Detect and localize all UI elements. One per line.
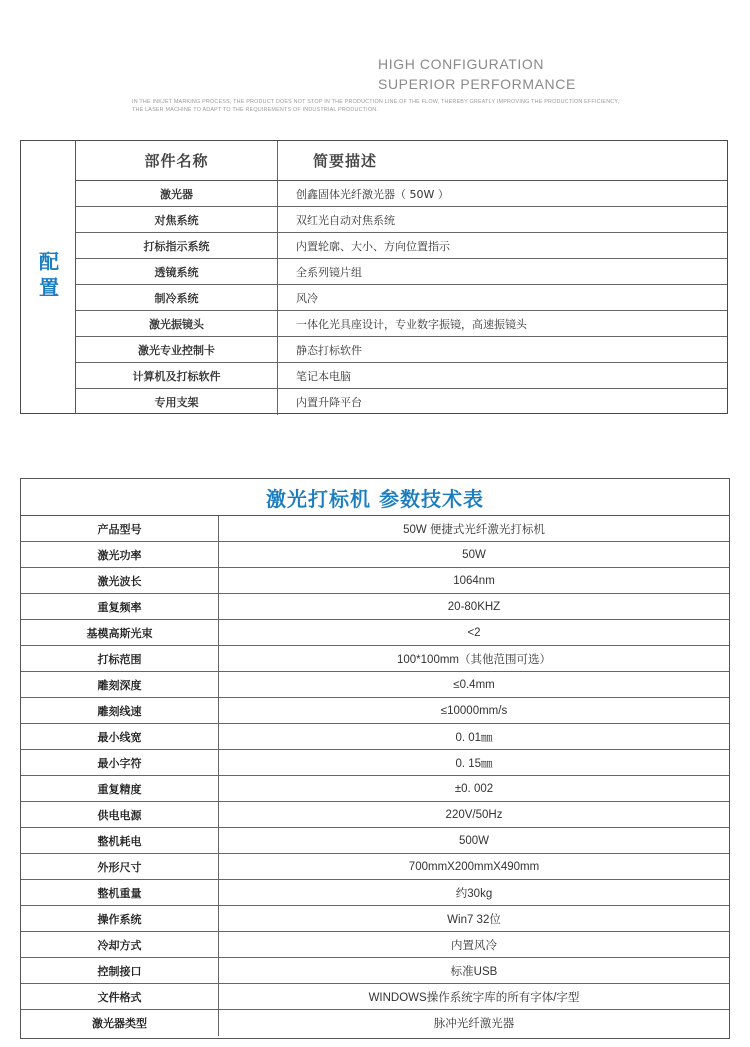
parameter-name-cell: 激光功率 xyxy=(21,542,219,567)
table-row xyxy=(21,776,729,802)
parameter-name-cell: 重复精度 xyxy=(21,776,219,801)
part-name-cell: 激光振镜头 xyxy=(76,311,278,336)
part-description-cell: 一体化光具座设计，专业数字振镜，高速振镜头 xyxy=(296,317,527,331)
configuration-side-label xyxy=(21,141,76,413)
table-row xyxy=(21,828,729,854)
parameter-value-cell: 220V/50Hz xyxy=(445,808,503,821)
configuration-header-row xyxy=(76,141,727,181)
parameter-value-cell: Win7 32位 xyxy=(447,913,501,926)
header-description: 简要描述 xyxy=(313,152,378,170)
parameter-name-cell: 激光波长 xyxy=(21,568,219,593)
parameter-value-cell: 700mmX200mmX490mm xyxy=(408,860,540,873)
parameter-name-cell: 供电电源 xyxy=(21,802,219,827)
table-row xyxy=(21,854,729,880)
header-part-name: 部件名称 xyxy=(76,141,278,180)
parameter-value-cell: 脉冲光纤激光器 xyxy=(433,1018,515,1030)
table-row xyxy=(21,516,729,542)
table-row xyxy=(21,984,729,1010)
table-row xyxy=(21,750,729,776)
parameter-value-cell: ≤0.4mm xyxy=(453,678,495,691)
table-row xyxy=(76,285,727,311)
parameter-value-cell: 0. 15㎜ xyxy=(455,757,493,770)
parameter-name-cell: 基模高斯光束 xyxy=(21,620,219,645)
parameter-value-cell: 内置风冷 xyxy=(451,939,497,952)
parameter-value-cell: 50W xyxy=(462,548,486,561)
parameter-name-cell: 冷却方式 xyxy=(21,932,219,957)
table-row xyxy=(21,1010,729,1036)
parameter-name-cell: 整机耗电 xyxy=(21,828,219,853)
parameter-value-cell: 1064nm xyxy=(453,574,495,587)
part-description-cell: 双红光自动对焦系统 xyxy=(296,213,395,227)
parameter-name-cell: 激光器类型 xyxy=(21,1010,219,1036)
part-description-cell: 内置升降平台 xyxy=(296,396,362,409)
parameter-name-cell: 整机重量 xyxy=(21,880,219,905)
table-row xyxy=(21,880,729,906)
table-row xyxy=(21,646,729,672)
part-description-cell: 风冷 xyxy=(296,291,318,305)
parameter-name-cell: 操作系统 xyxy=(21,906,219,931)
part-name-cell: 对焦系统 xyxy=(76,207,278,232)
table-row xyxy=(21,724,729,750)
table-row xyxy=(21,568,729,594)
table-row xyxy=(76,259,727,285)
part-name-cell: 激光器 xyxy=(76,181,278,206)
parameter-name-cell: 雕刻深度 xyxy=(21,672,219,697)
parameter-value-cell: 20-80KHZ xyxy=(447,600,501,613)
part-name-cell: 激光专业控制卡 xyxy=(76,337,278,362)
table-row xyxy=(21,594,729,620)
part-description-cell: 创鑫固体光纤激光器（ 50W ） xyxy=(296,187,449,201)
part-description-cell: 全系列镜片组 xyxy=(296,265,362,279)
parameter-value-cell: <2 xyxy=(467,626,481,639)
parameter-value-cell: 标准USB xyxy=(450,965,498,978)
parameter-value-cell: WINDOWS操作系统字库的所有字体/字型 xyxy=(368,991,580,1004)
table-row xyxy=(21,802,729,828)
part-name-cell: 透镜系统 xyxy=(76,259,278,284)
parameter-table xyxy=(20,478,730,1039)
parameter-value-cell: ≤10000mm/s xyxy=(440,704,508,717)
table-row xyxy=(21,620,729,646)
part-name-cell: 计算机及打标软件 xyxy=(76,363,278,388)
table-row xyxy=(21,906,729,932)
part-description-cell: 笔记本电脑 xyxy=(296,369,351,383)
part-name-cell: 打标指示系统 xyxy=(76,233,278,258)
hero-headline-1: HIGH CONFIGURATION xyxy=(378,56,545,72)
hero-headline-2: SUPERIOR PERFORMANCE xyxy=(378,76,576,92)
hero-caption-2: THE LASER MACHINE TO ADAPT TO THE REQUIREMENTS OF INDUSTRIAL PRODUCTION. xyxy=(132,107,379,113)
parameter-name-cell: 打标范围 xyxy=(21,646,219,671)
table-row xyxy=(21,542,729,568)
side-label-text: 配置 xyxy=(35,251,60,303)
configuration-table xyxy=(20,140,728,414)
parameter-value-cell: 50W 便捷式光纤激光打标机 xyxy=(403,523,545,536)
parameter-name-cell: 最小线宽 xyxy=(21,724,219,749)
part-name-cell: 制冷系统 xyxy=(76,285,278,310)
table-row xyxy=(76,207,727,233)
table-row xyxy=(76,233,727,259)
part-description-cell: 静态打标软件 xyxy=(296,343,362,357)
table-row xyxy=(76,389,727,415)
parameter-value-cell: 约30kg xyxy=(455,887,493,900)
configuration-rows xyxy=(76,141,727,415)
hero-section xyxy=(0,0,750,130)
parameter-name-cell: 雕刻线速 xyxy=(21,698,219,723)
parameter-name-cell: 产品型号 xyxy=(21,516,219,541)
parameter-value-cell: ±0. 002 xyxy=(454,782,494,795)
parameter-value-cell: 500W xyxy=(458,834,490,847)
parameter-name-cell: 外形尺寸 xyxy=(21,854,219,879)
part-name-cell: 专用支架 xyxy=(76,389,278,415)
table-row xyxy=(76,181,727,207)
table-row xyxy=(21,932,729,958)
table-row xyxy=(21,698,729,724)
table-row xyxy=(76,363,727,389)
table-row xyxy=(76,311,727,337)
parameter-name-cell: 控制接口 xyxy=(21,958,219,983)
part-description-cell: 内置轮廓、大小、方向位置指示 xyxy=(296,239,450,253)
table-row xyxy=(76,337,727,363)
parameter-name-cell: 文件格式 xyxy=(21,984,219,1009)
parameter-name-cell: 最小字符 xyxy=(21,750,219,775)
hero-caption-1: IN THE INKJET MARKING PROCESS, THE PRODUCT DOES NOT STOP IN THE PRODUCTION LINE OF THE FLOW, THEREBY GREATLY IMPROVING THE PRODUCTION EFFICIENCY, xyxy=(132,99,620,105)
parameter-value-cell: 0. 01㎜ xyxy=(455,731,493,744)
table-row xyxy=(21,672,729,698)
parameter-name-cell: 重复频率 xyxy=(21,594,219,619)
table-row xyxy=(21,958,729,984)
parameter-value-cell: 100*100mm（其他范围可选） xyxy=(396,653,551,666)
parameter-table-title: 激光打标机 参数技术表 xyxy=(21,479,729,516)
